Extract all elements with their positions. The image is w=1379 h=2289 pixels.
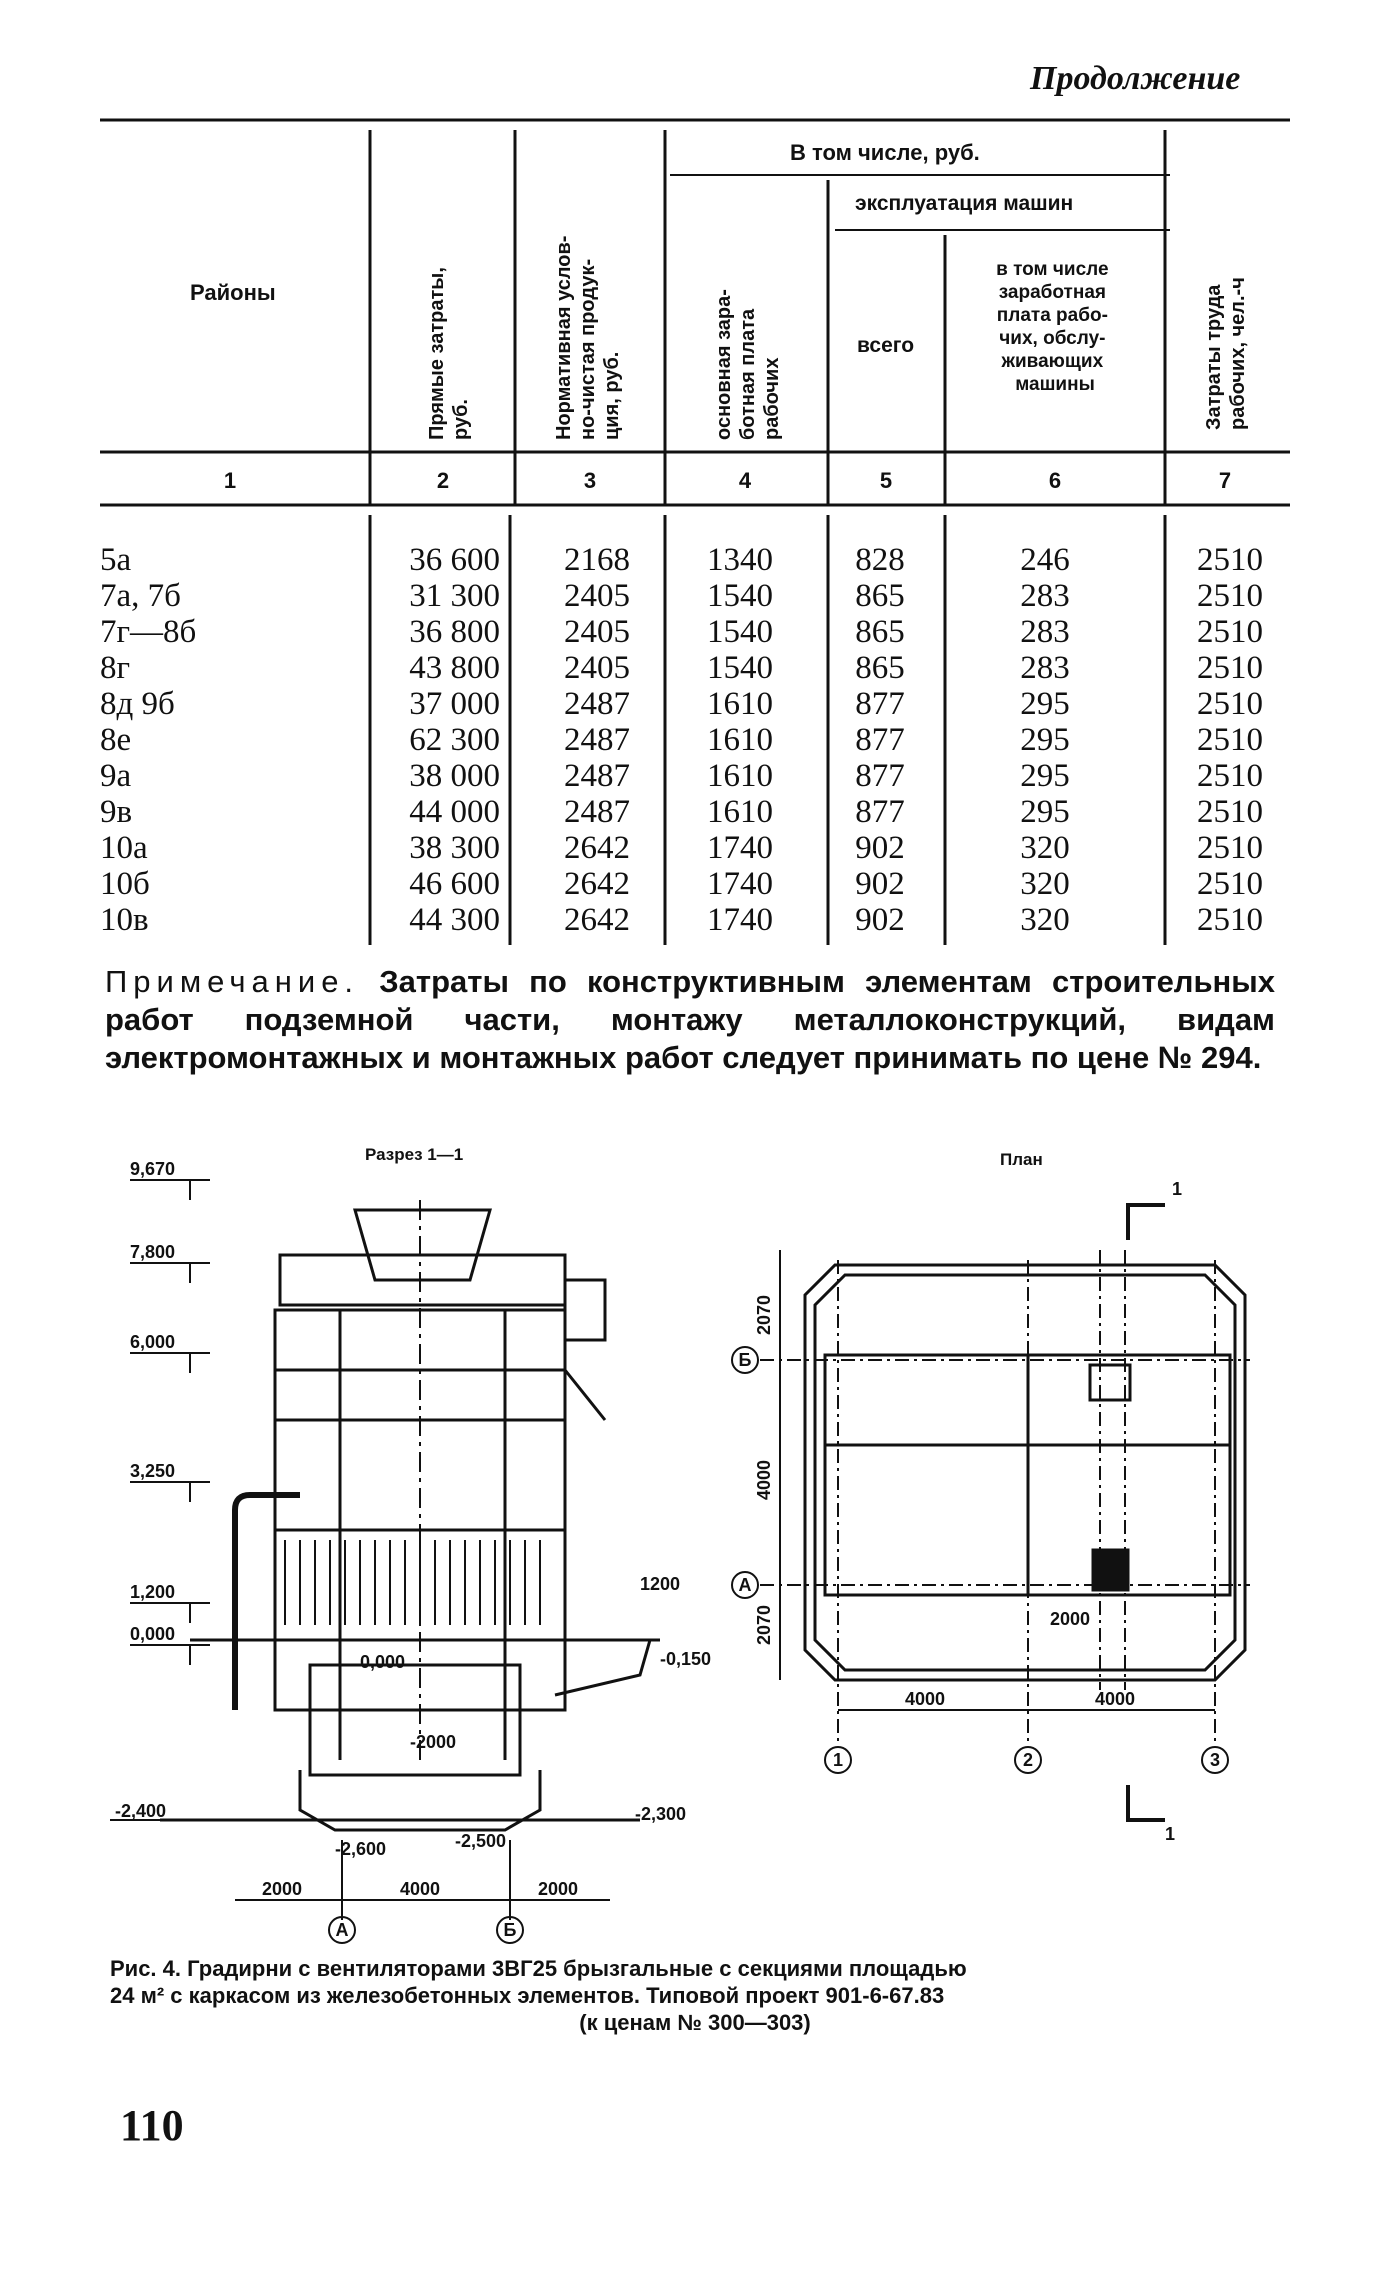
- table-row: [0, 722, 1379, 758]
- table-cell: 865: [855, 650, 905, 686]
- table-row: [0, 758, 1379, 794]
- elevation-label: 7,800: [130, 1242, 176, 1262]
- table-cell: 2510: [1197, 902, 1263, 938]
- table-cell: 2642: [564, 902, 630, 938]
- table-cell: 902: [855, 830, 905, 866]
- table-cell: 320: [1020, 866, 1070, 902]
- plan-dim: 2070: [754, 1294, 774, 1335]
- section-dim: 0,000: [360, 1652, 406, 1672]
- table-cell: 828: [855, 542, 905, 578]
- table-cell: 320: [1020, 830, 1070, 866]
- table-row: [0, 902, 1379, 938]
- table-row: [0, 614, 1379, 650]
- section-dim: -2,600: [335, 1839, 387, 1859]
- axis-label: 3: [1209, 1750, 1221, 1770]
- elevation-label: 6,000: [130, 1332, 176, 1352]
- table-cell: 62 300: [409, 722, 500, 758]
- header-group: В том числе, руб.: [790, 140, 980, 165]
- page-number: 110: [120, 2101, 184, 2150]
- table-cell: 1610: [707, 722, 773, 758]
- elevation-label: 1,200: [130, 1582, 176, 1602]
- table-cell: 8д 9б: [100, 686, 175, 722]
- table-cell: 43 800: [409, 650, 500, 686]
- table-cell: 2642: [564, 866, 630, 902]
- table-cell: 246: [1020, 542, 1070, 578]
- table-cell: 2487: [564, 758, 630, 794]
- header-machine-operation: эксплуатация машин: [855, 192, 1074, 215]
- table-cell: 2510: [1197, 866, 1263, 902]
- table-row: [0, 686, 1379, 722]
- table-cell: 2487: [564, 722, 630, 758]
- table-cell: 10б: [100, 866, 150, 902]
- section-dim: -2000: [410, 1732, 457, 1752]
- cut-mark-label: 1: [1165, 1824, 1176, 1844]
- header-normative-production: Нормативная услов- но-чистая продук- ция, руб.: [553, 235, 623, 440]
- table-row: [0, 578, 1379, 614]
- cut-mark-top: [1128, 1205, 1165, 1240]
- cut-mark-bottom: [1128, 1785, 1165, 1820]
- table-cell: 283: [1020, 578, 1070, 614]
- table-cell: 7а, 7б: [100, 578, 181, 614]
- elevation-marks: [110, 1180, 210, 1820]
- figure-caption: [110, 1955, 1280, 2036]
- table-cell: 877: [855, 722, 905, 758]
- table-cell: 2510: [1197, 830, 1263, 866]
- table-cell: 36 600: [409, 542, 500, 578]
- table-cell: 5а: [100, 542, 132, 578]
- axis-label: Б: [738, 1350, 752, 1370]
- table-cell: 2510: [1197, 578, 1263, 614]
- table-cell: 283: [1020, 614, 1070, 650]
- header-base-wage: основная зара- ботная плата рабочих: [713, 289, 783, 440]
- axis-label: Б: [503, 1920, 517, 1940]
- table-cell: 2510: [1197, 542, 1263, 578]
- table-cell: 2642: [564, 830, 630, 866]
- table-cell: 44 300: [409, 902, 500, 938]
- table-cell: 865: [855, 614, 905, 650]
- section-dim: -2,500: [455, 1831, 507, 1851]
- elevation-label: 3,250: [130, 1461, 176, 1481]
- axis-label: 1: [832, 1750, 844, 1770]
- continuation-label: Продолжение: [1030, 60, 1241, 97]
- table-cell: 283: [1020, 650, 1070, 686]
- table-cell: 10а: [100, 830, 148, 866]
- table-cell: 2487: [564, 686, 630, 722]
- table-cell: 2510: [1197, 794, 1263, 830]
- table-cell: 902: [855, 866, 905, 902]
- table-cell: 1540: [707, 614, 773, 650]
- note-text: Затраты по конструктивным элементам строительных работ подземной части, монтажу металлоконструкций, видам электромонтажных и монтажных работ следует принимать по цене № 294.: [105, 964, 1275, 1075]
- table-cell: 1610: [707, 686, 773, 722]
- table-cell: 2510: [1197, 758, 1263, 794]
- spray-pipes: [285, 1540, 540, 1625]
- col-number: 7: [1218, 468, 1232, 493]
- section-dim: 2000: [538, 1879, 579, 1899]
- table-cell: 31 300: [409, 578, 500, 614]
- table-cell: 295: [1020, 794, 1070, 830]
- plan-dim: 2000: [1050, 1609, 1091, 1629]
- table-cell: 1610: [707, 758, 773, 794]
- axis-label: А: [335, 1920, 349, 1940]
- table-cell: 2510: [1197, 614, 1263, 650]
- table-cell: 295: [1020, 758, 1070, 794]
- table-cell: 2510: [1197, 650, 1263, 686]
- table-row: [0, 866, 1379, 902]
- header-operator-wage: в том числе заработная плата рабо- чих, обслу- живающих машины: [996, 259, 1109, 395]
- table-cell: 9в: [100, 794, 133, 830]
- table-row: [0, 830, 1379, 866]
- plan-dim: 4000: [754, 1459, 774, 1500]
- note: [105, 963, 1275, 1077]
- section-dim: 2000: [262, 1879, 303, 1899]
- table-cell: 46 600: [409, 866, 500, 902]
- note-label: Примечание.: [105, 964, 360, 999]
- table-cell: 1740: [707, 902, 773, 938]
- table-cell: 38 000: [409, 758, 500, 794]
- caption-line: (к ценам № 300—303): [579, 2010, 811, 2035]
- elevation-label: 0,000: [130, 1624, 176, 1644]
- elevation-label: 9,670: [130, 1159, 176, 1179]
- plan-dim: 4000: [1095, 1689, 1136, 1709]
- plan-structure: [805, 1265, 1245, 1680]
- header-direct-costs: Прямые затраты, руб.: [426, 267, 472, 440]
- table-cell: 44 000: [409, 794, 500, 830]
- axis-label: 2: [1022, 1750, 1034, 1770]
- table-cell: 295: [1020, 722, 1070, 758]
- table-cell: 8г: [100, 650, 131, 686]
- table-cell: 2487: [564, 794, 630, 830]
- header-labor-costs: Затраты труда рабочих, чел.-ч: [1203, 277, 1249, 430]
- cut-mark-label: 1: [1172, 1179, 1183, 1199]
- header-total: всего: [857, 334, 915, 357]
- table-cell: 902: [855, 902, 905, 938]
- col-number: 2: [436, 468, 450, 493]
- table-cell: 1540: [707, 650, 773, 686]
- caption-line: 24 м² с каркасом из железобетонных элементов. Типовой проект 901-6-67.83: [110, 1983, 945, 2008]
- col-number: 3: [583, 468, 597, 493]
- table-cell: 1740: [707, 866, 773, 902]
- table-cell: 1340: [707, 542, 773, 578]
- table-cell: 877: [855, 794, 905, 830]
- table-cell: 2405: [564, 614, 630, 650]
- cooling-tower-drawing: [0, 1120, 1379, 1950]
- table-row: [0, 794, 1379, 830]
- table-cell: 1540: [707, 578, 773, 614]
- caption-line: Рис. 4. Градирни с вентиляторами 3ВГ25 брызгальные с секциями площадью: [110, 1956, 967, 1981]
- table-cell: 2168: [564, 542, 630, 578]
- table-cell: 8е: [100, 722, 132, 758]
- elevation-label: -2,400: [115, 1801, 167, 1821]
- table-cell: 865: [855, 578, 905, 614]
- plan-dim: 2070: [754, 1604, 774, 1645]
- section-dim: -0,150: [660, 1649, 712, 1669]
- plan-dim: 4000: [905, 1689, 946, 1709]
- table-row: [0, 650, 1379, 686]
- table-cell: 2510: [1197, 722, 1263, 758]
- table-cell: 877: [855, 686, 905, 722]
- col-number: 4: [738, 468, 752, 493]
- table-row: [0, 542, 1379, 578]
- table-cell: 1610: [707, 794, 773, 830]
- col-number: 5: [879, 468, 893, 493]
- table-cell: 295: [1020, 686, 1070, 722]
- table-cell: 1740: [707, 830, 773, 866]
- table-cell: 2405: [564, 578, 630, 614]
- table-cell: 320: [1020, 902, 1070, 938]
- col-number: 1: [223, 468, 237, 493]
- table-cell: 877: [855, 758, 905, 794]
- table-cell: 9а: [100, 758, 132, 794]
- table-cell: 2510: [1197, 686, 1263, 722]
- table-cell: 7г—8б: [100, 614, 197, 650]
- table-cell: 10в: [100, 902, 149, 938]
- table-cell: 2405: [564, 650, 630, 686]
- plan-title: План: [1000, 1150, 1043, 1169]
- axis-label: А: [738, 1575, 752, 1595]
- section-dim: 1200: [640, 1574, 681, 1594]
- header-districts: Районы: [190, 280, 276, 305]
- section-dim: 4000: [400, 1879, 441, 1899]
- table-cell: 36 800: [409, 614, 500, 650]
- col-number: 6: [1048, 468, 1062, 493]
- section-dim: -2,300: [635, 1804, 687, 1824]
- table-cell: 38 300: [409, 830, 500, 866]
- section-title: Разрез 1—1: [365, 1145, 464, 1164]
- table-cell: 37 000: [409, 686, 500, 722]
